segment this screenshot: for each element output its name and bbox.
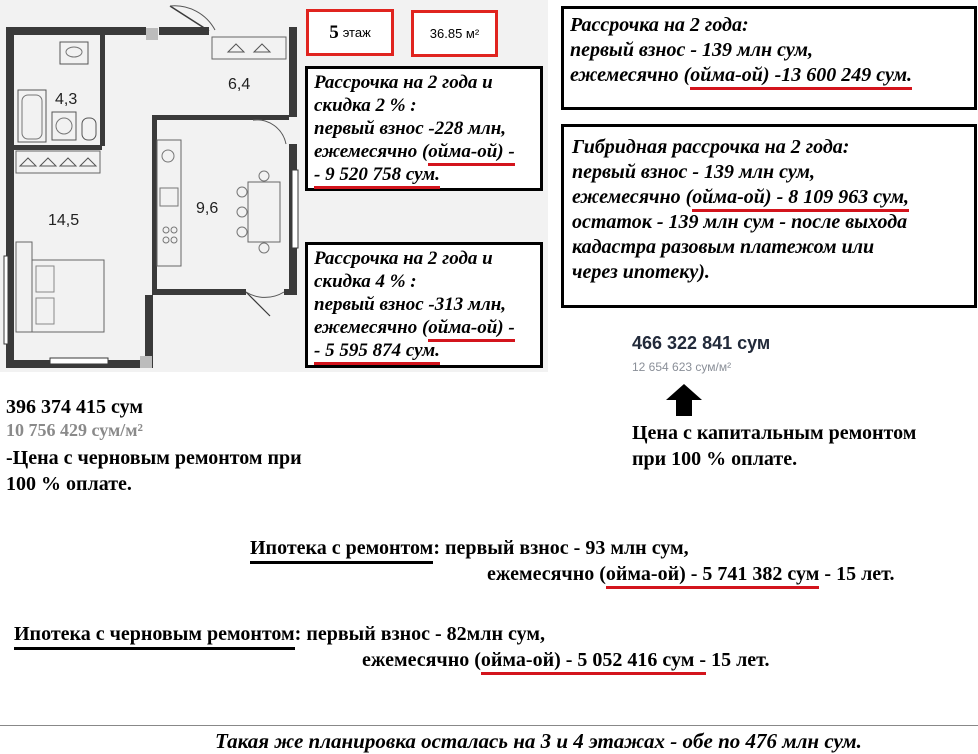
price-renovated: 466 322 841 сум	[632, 333, 771, 353]
offer-monthly-amount: ойма-ой) -13 600 249 сум.	[690, 64, 912, 90]
offer-line: Рассрочка на 2 года и	[314, 72, 493, 93]
offer-line: Рассрочка на 2 года:	[570, 14, 749, 36]
offer-line	[314, 163, 534, 186]
room-bathroom-area: 4,3	[55, 91, 78, 108]
offer-line: первый взнос - 139 млн сум,	[570, 39, 813, 61]
mortgage-text: ежемесячно (	[362, 649, 481, 671]
offer-underlined: ойма-ой) -	[428, 317, 514, 342]
offer-line: первый взнос -313 млн,	[314, 294, 507, 315]
mortgage-rough-line1	[14, 623, 545, 646]
room-kitchen-area: 9,6	[196, 200, 219, 217]
mortgage-rough-line2	[362, 649, 769, 672]
mortgage-rough-monthly: ойма-ой) - 5 052 416 сум -	[481, 649, 706, 675]
price-renovated-per-m2: 12 654 623 сум/м²	[632, 360, 732, 374]
offer-line: Рассрочка на 2 года и	[314, 248, 493, 269]
offer-line	[572, 185, 966, 210]
offer-line: скидка 2 % :	[314, 95, 417, 116]
desc-line: при 100 % оплате.	[632, 448, 798, 470]
offer-line	[314, 140, 534, 163]
offer-line: первый взнос - 139 млн сум,	[572, 161, 815, 183]
floor-number: 5	[329, 21, 339, 43]
mortgage-renovated-title: Ипотека с ремонтом	[250, 537, 433, 564]
offer-hybrid	[561, 124, 977, 308]
offer-monthly-amount: - 9 520 758 сум.	[314, 164, 440, 189]
area-badge: 36.85 м²	[411, 10, 498, 57]
offer-line	[314, 316, 534, 339]
offer-text: ежемесячно (	[314, 141, 429, 162]
mortgage-rough-downpayment: : первый взнос - 82млн сум,	[294, 623, 546, 645]
mortgage-renovated-line2	[487, 563, 894, 586]
offer-line: Гибридная рассрочка на 2 года:	[572, 136, 850, 158]
floor-badge	[306, 9, 394, 56]
offer-text: ежемесячно (	[572, 186, 693, 208]
mortgage-term: 15 лет.	[706, 649, 770, 671]
offer-text: ежемесячно (	[570, 64, 691, 86]
offer-line	[314, 339, 534, 362]
desc-line: Цена с капитальным ремонтом	[632, 422, 917, 444]
offer-line: через ипотеку).	[572, 261, 710, 283]
mortgage-renovated-monthly: ойма-ой) - 5 741 382 сум	[606, 563, 820, 589]
offer-line: кадастра разовым платежом или	[572, 236, 875, 258]
offer-line: остаток - 139 млн сум - после выхода	[572, 211, 908, 233]
offer-monthly-amount: ойма-ой) - 8 109 963 сум,	[692, 186, 909, 212]
mortgage-renovated-downpayment: : первый взнос - 93 млн сум,	[433, 537, 689, 559]
room-hall-area: 6,4	[228, 76, 251, 93]
price-rough-per-m2: 10 756 429 сум/м²	[6, 420, 143, 440]
offer-discount-4	[305, 242, 543, 368]
price-renovated-desc	[632, 420, 916, 472]
offer-text: ежемесячно (	[314, 317, 429, 338]
footer-divider	[0, 725, 978, 726]
offer-discount-2	[305, 66, 543, 191]
desc-line: -Цена с черновым ремонтом при	[6, 447, 302, 469]
floor-label: этаж	[342, 25, 371, 40]
offer-monthly-amount: - 5 595 874 сум.	[314, 340, 440, 365]
offer-line	[570, 63, 968, 88]
desc-line: 100 % оплате.	[6, 473, 132, 495]
mortgage-text: ежемесячно (	[487, 563, 606, 585]
price-rough-desc	[6, 445, 302, 497]
offer-underlined: ойма-ой) -	[428, 141, 514, 166]
mortgage-renovated-line1	[250, 537, 689, 560]
arrow-up-icon	[664, 384, 704, 416]
mortgage-rough-title: Ипотека с черновым ремонтом	[14, 623, 295, 650]
offer-line: первый взнос -228 млн,	[314, 118, 507, 139]
price-rough: 396 374 415 сум	[6, 396, 143, 418]
footer-note: Такая же планировка осталась на 3 и 4 этажах - обе по 476 млн сум.	[215, 729, 862, 753]
offer-installment	[561, 6, 977, 110]
floor-plan	[0, 0, 305, 372]
offer-line: скидка 4 % :	[314, 271, 417, 292]
room-living-area: 14,5	[48, 212, 80, 229]
mortgage-term: - 15 лет.	[819, 563, 895, 585]
